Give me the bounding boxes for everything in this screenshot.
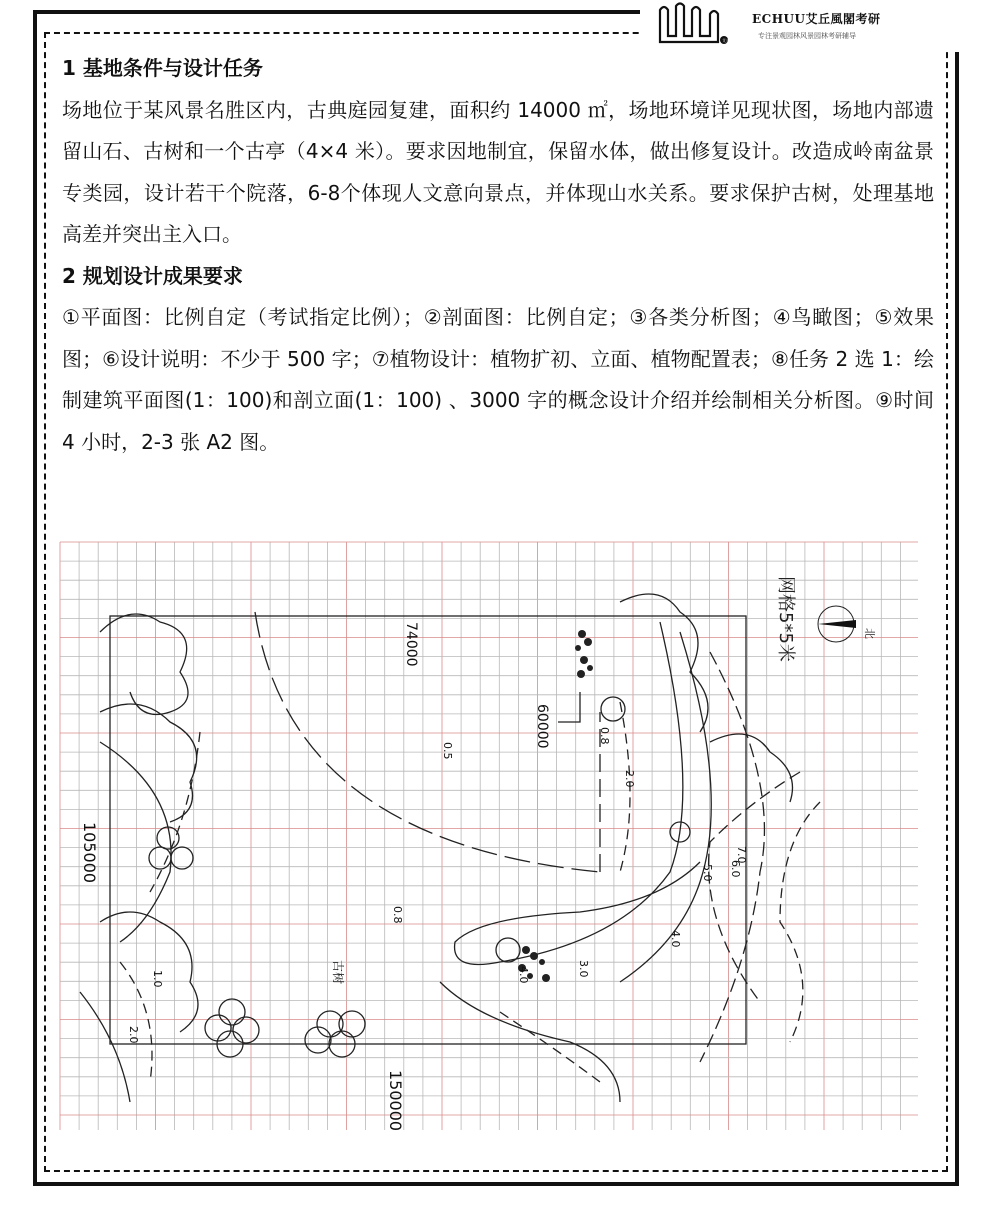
- logo-subtitle: 专注景观园林风景园林考研辅导: [758, 32, 856, 40]
- section-1-heading: 1 基地条件与设计任务: [62, 56, 263, 80]
- left-contour-4: [80, 992, 130, 1102]
- brand-logo: [640, 0, 962, 52]
- elevation-2: 0.8: [598, 727, 611, 745]
- dimension-top: 74000: [403, 622, 419, 667]
- elevation-3: 2.0: [623, 770, 636, 788]
- dimension-left: 105000: [80, 822, 99, 884]
- logo-mark-icon: [652, 2, 728, 46]
- elevation-11: 2.0: [127, 1026, 140, 1044]
- stream-outline-2: [620, 632, 711, 982]
- elevation-7: 4.0: [669, 930, 682, 948]
- section-2-heading: 2 规划设计成果要求: [62, 263, 243, 288]
- contour-3: [709, 772, 800, 1002]
- site-boundary: [110, 616, 746, 1044]
- elevation-12: 4.0: [517, 966, 530, 984]
- elevation-10: 1.0: [151, 970, 164, 988]
- task-text: [62, 48, 934, 463]
- elevation-9: 0.8: [391, 906, 404, 924]
- section-1-body: 场地位于某风景名胜区内，古典庭园复建，面积约 14000 ㎡，场地环境详见现状图，场地内部遗留山石、古树和一个古亭（4×4 米）。要求因地制宜，保留水体，做出修复设计。改造成岭南盆景专类园，设计若干个院落，6-8个体现人文意向景点，并体现山水关系。要求保护古树，处理基地高差并突出主入口。: [62, 97, 934, 246]
- dimension-bottom: 150000: [386, 1070, 405, 1132]
- tree-canopy-2: [100, 704, 197, 822]
- elevation-6: 5.0: [701, 864, 714, 882]
- logo-title: ECHUU艾丘風閣考研: [752, 12, 881, 26]
- contour-5: [500, 1012, 600, 1082]
- dimension-inner: 60000: [534, 704, 550, 749]
- grid-note: 网格5*5米: [775, 576, 796, 662]
- inner-step: [558, 692, 580, 722]
- tree-canopy-5: [710, 734, 793, 802]
- logo-seal-text: 艾丘: [722, 38, 730, 43]
- section-2-body: ①平面图：比例自定（考试指定比例）；②剖面图：比例自定；③各类分析图；④鸟瞰图；⑤效果图；⑥设计说明：不少于 500 字；⑦植物设计：植物扩初、立面、植物配置表；⑧任务 2 选 1：绘制建筑平面图(1：100)和剖立面(1：100) 、3000 字的概念设计介绍并绘制相关分析图。⑨时间 4 小时，2-3 张 A2 图。: [62, 305, 934, 454]
- elevation-4: 7.0: [735, 846, 748, 864]
- elevation-1: 0.5: [441, 742, 454, 760]
- tree-canopy-3: [100, 912, 198, 1032]
- north-arrow-icon: [818, 606, 856, 642]
- elevation-5: 6.0: [729, 860, 742, 878]
- north-label: 北: [863, 628, 876, 639]
- ancient-tree-label: 古树: [331, 960, 345, 985]
- tree-1: [157, 827, 179, 849]
- site-plan: [60, 542, 918, 1130]
- elevation-8: 3.0: [577, 960, 590, 978]
